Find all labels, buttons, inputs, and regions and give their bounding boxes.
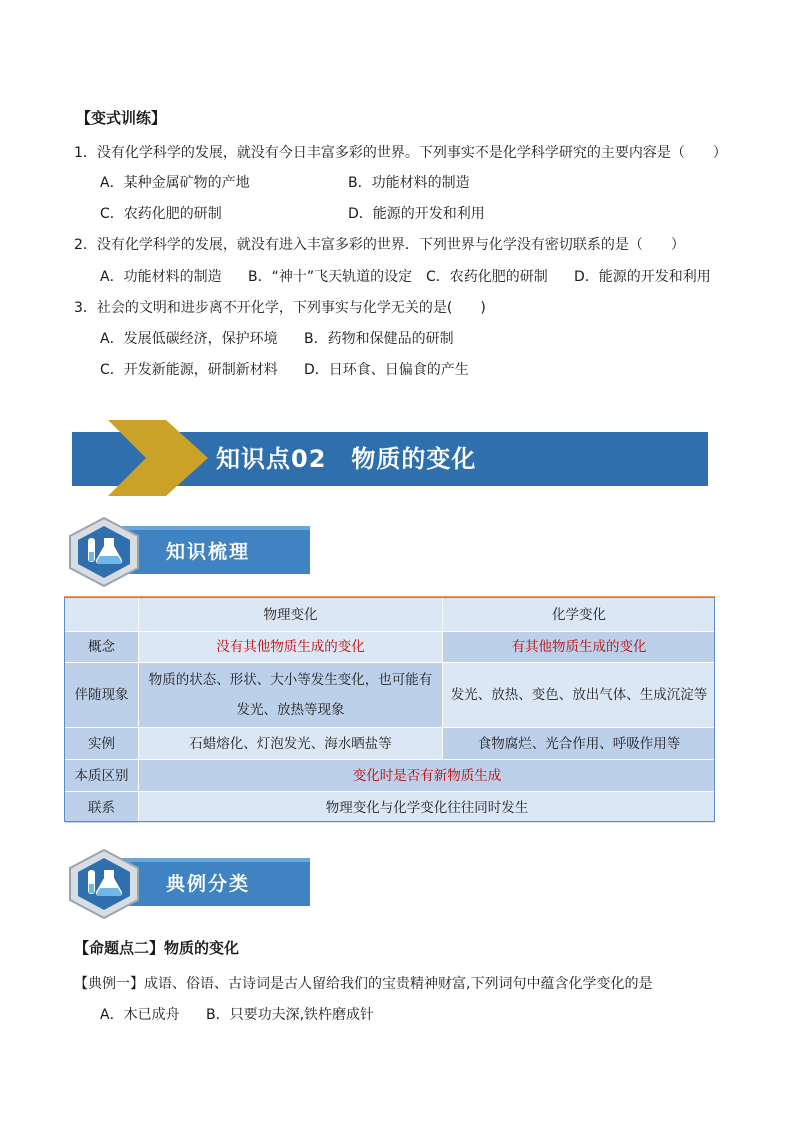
relation-value: 物理变化与化学变化往往同时发生 <box>139 792 716 824</box>
concept-physical: 没有其他物质生成的变化 <box>139 632 443 663</box>
row-label-examples: 实例 <box>65 728 139 760</box>
knowledge-point-title: 知识点02 物质的变化 <box>216 445 477 473</box>
phenomena-chemical: 发光、放热、变色、放出气体、生成沉淀等 <box>443 663 716 728</box>
section-examples-title: 典例分类 <box>166 873 251 895</box>
row-label-relation: 联系 <box>65 792 139 824</box>
comparison-table <box>64 597 716 824</box>
section-knowledge-title: 知识梳理 <box>166 541 251 563</box>
question-3-option-c: C．开发新能源，研制新材料 <box>100 362 278 378</box>
table-row-concept <box>65 632 716 663</box>
table-header-empty <box>65 598 139 632</box>
example-1-option-b: B．只要功夫深,铁杵磨成针 <box>206 1007 375 1023</box>
question-1-option-b: B．功能材料的制造 <box>348 175 470 191</box>
lab-flask-icon <box>66 848 142 920</box>
question-2-option-c: C．农药化肥的研制 <box>426 269 548 285</box>
examples-chemical: 食物腐烂、光合作用、呼吸作用等 <box>443 728 716 760</box>
essence-value: 变化时是否有新物质生成 <box>139 760 716 792</box>
table-row-phenomena <box>65 663 716 728</box>
example-1-stem: 【典例一】成语、俗语、古诗词是古人留给我们的宝贵精神财富,下列词句中蕴含化学变化的是 <box>74 976 653 992</box>
lab-flask-icon <box>66 516 142 588</box>
question-2-option-b: B．“神十”飞天轨道的设定 <box>248 269 413 285</box>
question-1-option-c: C．农药化肥的研制 <box>100 206 222 222</box>
variant-training-header: 【变式训练】 <box>76 109 167 127</box>
concept-chemical: 有其他物质生成的变化 <box>443 632 716 663</box>
question-3-stem: 3．社会的文明和进步离不开化学，下列事实与化学无关的是( ) <box>74 300 486 316</box>
question-1-option-d: D．能源的开发和利用 <box>348 206 485 222</box>
question-1-stem: 1．没有化学科学的发展，就没有今日丰富多彩的世界。下列事实不是化学科学研究的主要内容是（ ） <box>74 145 727 161</box>
question-3-option-d: D．日环食、日偏食的产生 <box>304 362 469 378</box>
phenomena-physical: 物质的状态、形状、大小等发生变化，也可能有发光、放热等现象 <box>139 663 443 728</box>
table-header-physical: 物理变化 <box>139 598 443 632</box>
example-1-option-a: A．木已成舟 <box>100 1007 180 1023</box>
question-2-stem: 2．没有化学科学的发展，就没有进入丰富多彩的世界．下列世界与化学没有密切联系的是（ ） <box>74 237 685 253</box>
question-3-option-a: A．发展低碳经济，保护环境 <box>100 331 278 347</box>
question-2-option-a: A．功能材料的制造 <box>100 269 222 285</box>
table-row-examples <box>65 728 716 760</box>
table-row-essence <box>65 760 716 792</box>
table-header-chemical: 化学变化 <box>443 598 716 632</box>
proposition-header: 【命题点二】物质的变化 <box>74 939 240 957</box>
table-row-relation <box>65 792 716 824</box>
question-2-option-d: D．能源的开发和利用 <box>574 269 711 285</box>
examples-physical: 石蜡熔化、灯泡发光、海水晒盐等 <box>139 728 443 760</box>
row-label-essence: 本质区别 <box>65 760 139 792</box>
chevron-arrow-icon <box>108 420 208 496</box>
table-header-row <box>65 598 716 632</box>
question-1-option-a: A．某种金属矿物的产地 <box>100 175 250 191</box>
row-label-concept: 概念 <box>65 632 139 663</box>
question-3-option-b: B．药物和保健品的研制 <box>304 331 454 347</box>
row-label-phenomena: 伴随现象 <box>65 663 139 728</box>
